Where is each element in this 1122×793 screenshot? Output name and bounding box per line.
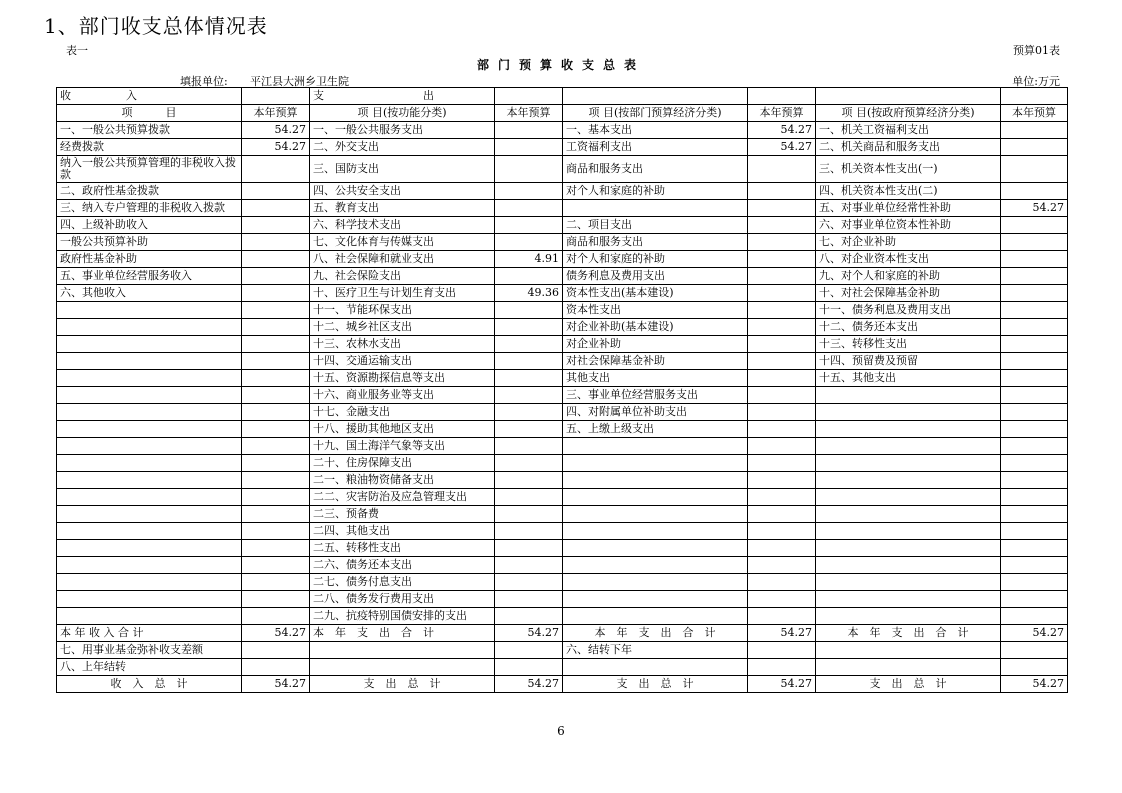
income-amount [242, 251, 310, 268]
func-expense-item: 二五、转移性支出 [310, 540, 495, 557]
func-expense-item: 十七、金融支出 [310, 404, 495, 421]
func-expense-amount [495, 404, 563, 421]
dept-expense-item: 其他支出 [563, 370, 748, 387]
func-expense-amount [495, 302, 563, 319]
header-row-2 [57, 105, 1068, 122]
table-row [57, 574, 1068, 591]
table-row [57, 200, 1068, 217]
income-item: 一、一般公共预算拨款 [57, 122, 242, 139]
table-row [57, 608, 1068, 625]
func-expense-amount [495, 608, 563, 625]
amount-header: 本年预算 [748, 105, 816, 122]
func-expense-amount [495, 336, 563, 353]
table-row [57, 370, 1068, 387]
func-expense-amount [495, 183, 563, 200]
func-expense-amount: 4.91 [495, 251, 563, 268]
income-item: 纳入一般公共预算管理的非税收入拨款 [57, 156, 242, 183]
amount-header: 本年预算 [495, 105, 563, 122]
item-header: 项 目 [57, 105, 242, 122]
gov-expense-item: 二、机关商品和服务支出 [816, 139, 1001, 156]
func-expense-item: 十四、交通运输支出 [310, 353, 495, 370]
gov-expense-amount [1001, 156, 1068, 183]
table-row [57, 438, 1068, 455]
grand-total-row [57, 676, 1068, 693]
func-expense-item: 十九、国土海洋气象等支出 [310, 438, 495, 455]
gov-expense-amount [1001, 268, 1068, 285]
func-expense-item: 十六、商业服务业等支出 [310, 387, 495, 404]
func-expense-amount [495, 319, 563, 336]
page-number: 6 [557, 724, 565, 738]
table-title: 部门预算收支总表 [476, 58, 645, 72]
func-expense-amount [495, 387, 563, 404]
dept-expense-item: 对企业补助 [563, 336, 748, 353]
func-expense-item: 七、文化体育与传媒支出 [310, 234, 495, 251]
income-item: 二、政府性基金拨款 [57, 183, 242, 200]
table-number: 表一 [66, 44, 88, 57]
prior-carryover-row [57, 659, 1068, 676]
filing-unit-name: 平江县大洲乡卫生院 [250, 75, 349, 88]
dept-expense-item: 二、项目支出 [563, 217, 748, 234]
gov-expense-amount [1001, 285, 1068, 302]
dept-expense-item: 对个人和家庭的补助 [563, 183, 748, 200]
dept-expense-amount [748, 251, 816, 268]
gov-expense-item: 十一、债务利息及费用支出 [816, 302, 1001, 319]
page-heading: 1、部门收支总体情况表 [44, 14, 268, 38]
gov-expense-item: 七、对企业补助 [816, 234, 1001, 251]
dept-expense-item: 对个人和家庭的补助 [563, 251, 748, 268]
dept-expense-amount [748, 387, 816, 404]
grand-income-label: 收 入 总 计 [57, 676, 242, 693]
func-expense-item: 五、教育支出 [310, 200, 495, 217]
grand-dept-expense-value: 54.27 [748, 676, 816, 693]
table-row [57, 489, 1068, 506]
income-item: 五、事业单位经营服务收入 [57, 268, 242, 285]
budget-summary-table [56, 87, 1068, 693]
grand-expense-label: 支 出 总 计 [563, 676, 748, 693]
func-expense-amount [495, 353, 563, 370]
table-row [57, 421, 1068, 438]
func-expense-amount [495, 438, 563, 455]
func-expense-item: 三、国防支出 [310, 156, 495, 183]
dept-expense-item: 商品和服务支出 [563, 234, 748, 251]
money-unit: 单位:万元 [1012, 75, 1060, 88]
grand-gov-expense-value: 54.27 [1001, 676, 1068, 693]
dept-expense-item: 一、基本支出 [563, 122, 748, 139]
total-func-expense-value: 54.27 [495, 625, 563, 642]
dept-expense-item: 资本性支出(基本建设) [563, 285, 748, 302]
gov-expense-item: 十三、转移性支出 [816, 336, 1001, 353]
func-expense-amount [495, 156, 563, 183]
func-expense-item: 一、一般公共服务支出 [310, 122, 495, 139]
budget-form-number: 预算01表 [1013, 44, 1060, 57]
gov-expense-item: 九、对个人和家庭的补助 [816, 268, 1001, 285]
dept-expense-amount [748, 319, 816, 336]
income-item: 一般公共预算补助 [57, 234, 242, 251]
dept-expense-amount [748, 156, 816, 183]
gov-expense-amount: 54.27 [1001, 200, 1068, 217]
func-expense-amount [495, 455, 563, 472]
dept-expense-amount [748, 217, 816, 234]
table-row [57, 557, 1068, 574]
gov-expense-item: 三、机关资本性支出(一) [816, 156, 1001, 183]
func-expense-amount [495, 370, 563, 387]
func-expense-item: 二三、预备费 [310, 506, 495, 523]
dept-expense-amount [748, 404, 816, 421]
income-amount [242, 183, 310, 200]
income-item: 三、纳入专户管理的非税收入拨款 [57, 200, 242, 217]
dept-expense-item: 对社会保障基金补助 [563, 353, 748, 370]
income-item: 六、其他收入 [57, 285, 242, 302]
fund-balance-label: 七、用事业基金弥补收支差额 [57, 642, 242, 659]
income-item: 经费拨款 [57, 139, 242, 156]
fund-balance-row [57, 642, 1068, 659]
dept-expense-amount [748, 268, 816, 285]
func-expense-item: 十八、援助其他地区支出 [310, 421, 495, 438]
func-expense-amount [495, 591, 563, 608]
table-row [57, 217, 1068, 234]
grand-func-expense-value: 54.27 [495, 676, 563, 693]
func-expense-item: 二四、其他支出 [310, 523, 495, 540]
gov-expense-item: 一、机关工资福利支出 [816, 122, 1001, 139]
func-expense-item: 二八、债务发行费用支出 [310, 591, 495, 608]
gov-expense-item: 四、机关资本性支出(二) [816, 183, 1001, 200]
income-amount [242, 285, 310, 302]
dept-expense-amount [748, 336, 816, 353]
table-row [57, 540, 1068, 557]
table-row [57, 523, 1068, 540]
income-amount [242, 217, 310, 234]
income-header: 收 入 [57, 88, 242, 105]
total-expense-label: 本 年 支 出 合 计 [816, 625, 1001, 642]
func-expense-item: 二一、粮油物资储备支出 [310, 472, 495, 489]
func-expense-amount [495, 122, 563, 139]
dept-expense-item: 商品和服务支出 [563, 156, 748, 183]
gov-expense-item: 八、对企业资本性支出 [816, 251, 1001, 268]
amount-header: 本年预算 [242, 105, 310, 122]
func-expense-item: 十、医疗卫生与计划生育支出 [310, 285, 495, 302]
func-expense-amount [495, 217, 563, 234]
gov-expense-amount [1001, 319, 1068, 336]
table-row [57, 387, 1068, 404]
amount-header: 本年预算 [1001, 105, 1068, 122]
gov-expense-item: 十、对社会保障基金补助 [816, 285, 1001, 302]
table-row [57, 455, 1068, 472]
income-item: 四、上级补助收入 [57, 217, 242, 234]
income-amount [242, 156, 310, 183]
func-expense-item: 四、公共安全支出 [310, 183, 495, 200]
gov-expense-amount [1001, 217, 1068, 234]
func-expense-item: 二、外交支出 [310, 139, 495, 156]
gov-expense-amount [1001, 139, 1068, 156]
func-expense-item: 二七、债务付息支出 [310, 574, 495, 591]
dept-expense-amount [748, 421, 816, 438]
grand-expense-label: 支 出 总 计 [310, 676, 495, 693]
total-income-label: 本 年 收 入 合 计 [57, 625, 242, 642]
dept-expense-item [563, 200, 748, 217]
func-expense-amount [495, 472, 563, 489]
income-amount: 54.27 [242, 122, 310, 139]
func-expense-amount [495, 489, 563, 506]
gov-expense-amount [1001, 183, 1068, 200]
dept-expense-amount [748, 302, 816, 319]
dept-expense-amount: 54.27 [748, 122, 816, 139]
func-expense-item: 十一、节能环保支出 [310, 302, 495, 319]
gov-expense-amount [1001, 353, 1068, 370]
dept-expense-amount: 54.27 [748, 139, 816, 156]
table-row [57, 353, 1068, 370]
func-item-header: 项 目(按功能分类) [310, 105, 495, 122]
dept-expense-amount [748, 200, 816, 217]
income-amount [242, 200, 310, 217]
table-row [57, 139, 1068, 156]
gov-expense-amount [1001, 302, 1068, 319]
expense-header: 支 出 [310, 88, 495, 105]
dept-expense-amount [748, 285, 816, 302]
income-item: 政府性基金补助 [57, 251, 242, 268]
dept-expense-item: 三、事业单位经营服务支出 [563, 387, 748, 404]
func-expense-amount [495, 506, 563, 523]
dept-expense-amount [748, 183, 816, 200]
func-expense-item: 六、科学技术支出 [310, 217, 495, 234]
grand-expense-label: 支 出 总 计 [816, 676, 1001, 693]
func-expense-item: 十二、城乡社区支出 [310, 319, 495, 336]
table-row [57, 302, 1068, 319]
table-row [57, 122, 1068, 139]
total-gov-expense-value: 54.27 [1001, 625, 1068, 642]
dept-expense-item: 四、对附属单位补助支出 [563, 404, 748, 421]
func-expense-amount [495, 139, 563, 156]
gov-expense-amount [1001, 234, 1068, 251]
gov-expense-amount [1001, 251, 1068, 268]
func-expense-amount [495, 540, 563, 557]
prior-carryover-label: 八、上年结转 [57, 659, 242, 676]
func-expense-item: 二六、债务还本支出 [310, 557, 495, 574]
table-row [57, 404, 1068, 421]
func-expense-amount [495, 200, 563, 217]
func-expense-item: 二十、住房保障支出 [310, 455, 495, 472]
table-row [57, 183, 1068, 200]
dept-expense-amount [748, 370, 816, 387]
total-income-value: 54.27 [242, 625, 310, 642]
income-amount [242, 268, 310, 285]
table-row [57, 268, 1068, 285]
gov-expense-item: 五、对事业单位经常性补助 [816, 200, 1001, 217]
gov-item-header: 项 目(按政府预算经济分类) [816, 105, 1001, 122]
dept-expense-item: 五、上缴上级支出 [563, 421, 748, 438]
table-row [57, 472, 1068, 489]
gov-expense-amount [1001, 122, 1068, 139]
dept-expense-amount [748, 353, 816, 370]
gov-expense-amount [1001, 336, 1068, 353]
annual-total-row [57, 625, 1068, 642]
income-amount [242, 234, 310, 251]
grand-income-value: 54.27 [242, 676, 310, 693]
table-row [57, 506, 1068, 523]
func-expense-amount [495, 268, 563, 285]
func-expense-item: 二九、抗疫特别国债安排的支出 [310, 608, 495, 625]
table-row [57, 234, 1068, 251]
dept-expense-item: 资本性支出 [563, 302, 748, 319]
func-expense-item: 二二、灾害防治及应急管理支出 [310, 489, 495, 506]
header-row-1 [57, 88, 1068, 105]
gov-expense-item: 十四、预留费及预留 [816, 353, 1001, 370]
table-row [57, 285, 1068, 302]
dept-expense-item: 对企业补助(基本建设) [563, 319, 748, 336]
table-row [57, 336, 1068, 353]
gov-expense-item: 十五、其他支出 [816, 370, 1001, 387]
func-expense-amount [495, 557, 563, 574]
carry-forward-next-label: 六、结转下年 [563, 642, 748, 659]
gov-expense-amount [1001, 370, 1068, 387]
func-expense-item: 九、社会保险支出 [310, 268, 495, 285]
dept-item-header: 项 目(按部门预算经济分类) [563, 105, 748, 122]
table-row [57, 156, 1068, 183]
filing-unit-label: 填报单位: [180, 75, 228, 88]
dept-expense-amount [748, 234, 816, 251]
table-row [57, 591, 1068, 608]
gov-expense-item: 十二、债务还本支出 [816, 319, 1001, 336]
func-expense-item: 十五、资源勘探信息等支出 [310, 370, 495, 387]
gov-expense-item: 六、对事业单位资本性补助 [816, 217, 1001, 234]
func-expense-item: 八、社会保障和就业支出 [310, 251, 495, 268]
func-expense-amount [495, 523, 563, 540]
total-expense-label: 本 年 支 出 合 计 [310, 625, 495, 642]
func-expense-amount [495, 234, 563, 251]
func-expense-item: 十三、农林水支出 [310, 336, 495, 353]
func-expense-amount: 49.36 [495, 285, 563, 302]
total-expense-label: 本 年 支 出 合 计 [563, 625, 748, 642]
dept-expense-item: 工资福利支出 [563, 139, 748, 156]
dept-expense-item: 债务利息及费用支出 [563, 268, 748, 285]
table-row [57, 251, 1068, 268]
func-expense-amount [495, 421, 563, 438]
income-amount: 54.27 [242, 139, 310, 156]
func-expense-amount [495, 574, 563, 591]
total-dept-expense-value: 54.27 [748, 625, 816, 642]
table-row [57, 319, 1068, 336]
